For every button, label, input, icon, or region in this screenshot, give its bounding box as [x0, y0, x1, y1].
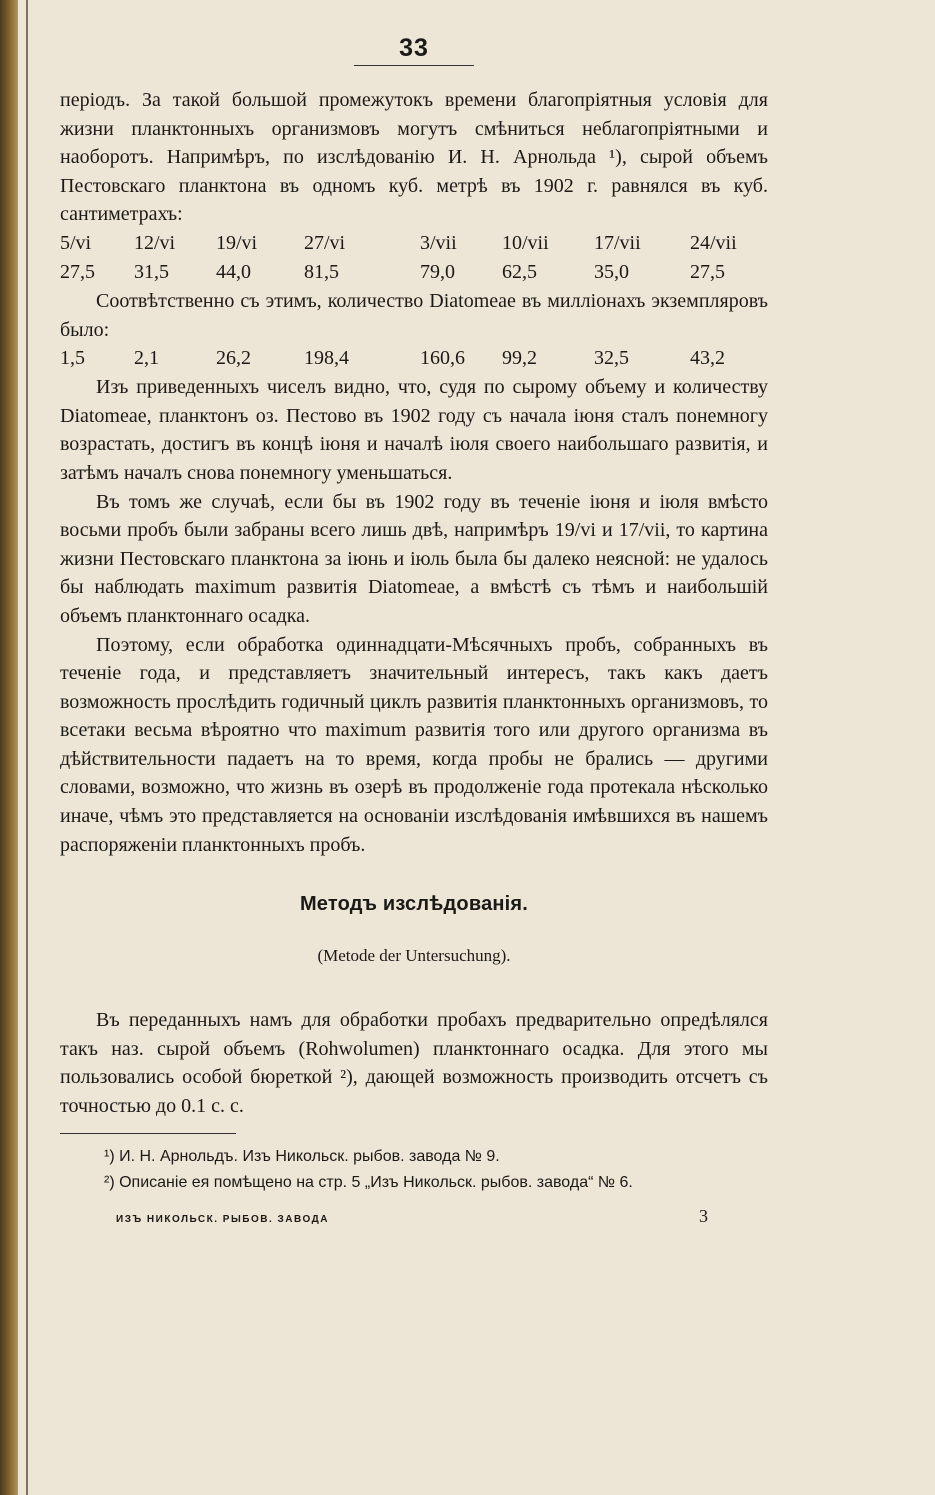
page-margin-line: [26, 0, 28, 1495]
page-footer: [60, 1206, 768, 1227]
table-cell: 79,0: [420, 260, 455, 283]
paragraph-4: Въ томъ же случаѣ, если бы въ 1902 году въ теченіе іюня и іюля вмѣсто восьми пробъ были забраны всего лишь двѣ, напримѣръ 19/vi и 17/vii, то картина жизни Пестовскаго планктона за іюнь и іюль была бы далеко неясной: не удалось бы наблюдать maximum развитія Diatomeae, а вмѣстѣ съ тѣмъ и наибольшій объемъ планктоннаго осадка.: [60, 490, 768, 627]
book-spine-edge: [0, 0, 18, 1495]
paragraph-1: періодъ. За такой большой промежутокъ времени благопріятныя условія для жизни планктонныхъ организмовъ могутъ смѣниться неблагопріятными и наоборотъ. Напримѣръ, по изслѣдованію И. Н. Арнольда ¹), сырой объемъ Пестовскаго планктона въ одномъ куб. метрѣ въ 1902 г. равнялся въ куб. сантиметрахъ:: [60, 89, 768, 226]
table-cell: 160,6: [420, 347, 465, 370]
paragraph-2: Соотвѣтственно съ этимъ, количество Diatomeae въ милліонахъ экземпляровъ было:: [60, 289, 768, 341]
table-row-diatomeae: [60, 344, 768, 373]
table-cell: 24/vii: [690, 231, 737, 254]
page: [60, 34, 768, 1227]
sheet-number: 3: [699, 1205, 708, 1226]
paragraph-6: Въ переданныхъ намъ для обработки пробахъ предварительно опредѣлялся такъ наз. сырой объемъ (Rohwolumen) планктоннаго осадка. Для этого мы пользовались особой бюреткой ²), дающей возможность производить отсчетъ съ точностью до 0.1 c. c.: [60, 1009, 768, 1118]
table-cell: 27,5: [60, 260, 95, 283]
table-cell: 1,5: [60, 347, 85, 370]
table-cell: 31,5: [134, 260, 169, 283]
section-subheading: (Metode der Untersuchung).: [317, 946, 511, 966]
table-cell: 35,0: [594, 260, 629, 283]
footnote-divider: [60, 1133, 236, 1134]
table-cell: 99,2: [502, 347, 537, 370]
table-row-dates: [60, 229, 768, 258]
table-cell: 2,1: [134, 347, 159, 370]
table-cell: 32,5: [594, 347, 629, 370]
table-cell: 44,0: [216, 260, 251, 283]
table-cell: 3/vii: [420, 231, 457, 254]
footnote-2: ²) Описаніе ея помѣщено на стр. 5 „Изъ Никольск. рыбов. завода“ № 6.: [104, 1173, 633, 1191]
table-cell: 27/vi: [304, 231, 346, 254]
table-cell: 198,4: [304, 347, 349, 370]
table-cell: 43,2: [690, 347, 725, 370]
table-cell: 17/vii: [594, 231, 641, 254]
table-cell: 26,2: [216, 347, 251, 370]
table-cell: 81,5: [304, 260, 339, 283]
table-cell: 5/vi: [60, 231, 92, 254]
table-row-volumes: [60, 258, 768, 287]
table-cell: 62,5: [502, 260, 537, 283]
table-cell: 12/vi: [134, 231, 176, 254]
page-number: 33: [354, 34, 474, 66]
printer-signature: ИЗЪ НИКОЛЬСК. РЫБОВ. ЗАВОДА: [116, 1213, 329, 1225]
paragraph-3: Изъ приведенныхъ чиселъ видно, что, судя по сырому объему и количеству Diatomeae, планктонъ оз. Пестово въ 1902 году съ начала іюня сталъ понемногу возрастать, достигъ въ концѣ іюня и началѣ іюля своего наибольшаго развитія, и затѣмъ началъ снова понемногу уменьшаться.: [60, 376, 768, 484]
section-heading: Методъ изслѣдованія.: [299, 893, 529, 916]
table-cell: 19/vi: [216, 231, 258, 254]
paragraph-5: Поэтому, если обработка одиннадцати-Мѣсячныхъ пробъ, собранныхъ въ теченіе года, и представляетъ значительный интересъ, такъ какъ даетъ возможность прослѣдить годичный циклъ развитія планктонныхъ организмовъ, то всетаки весьма вѣроятно что maximum развитія того или другого организма въ дѣйствительности падаетъ на то время, когда пробы не брались — другими словами, возможно, что жизнь въ озерѣ въ продолженіе года протекала нѣсколько иначе, чѣмъ это представляется на основаніи изслѣдованія имѣвшихся въ нашемъ распоряженіи планктонныхъ пробъ.: [60, 633, 768, 856]
table-cell: 27,5: [690, 260, 725, 283]
table-cell: 10/vii: [502, 231, 549, 254]
footnote-1: ¹) И. Н. Арнольдъ. Изъ Никольск. рыбов. завода № 9.: [104, 1147, 500, 1165]
